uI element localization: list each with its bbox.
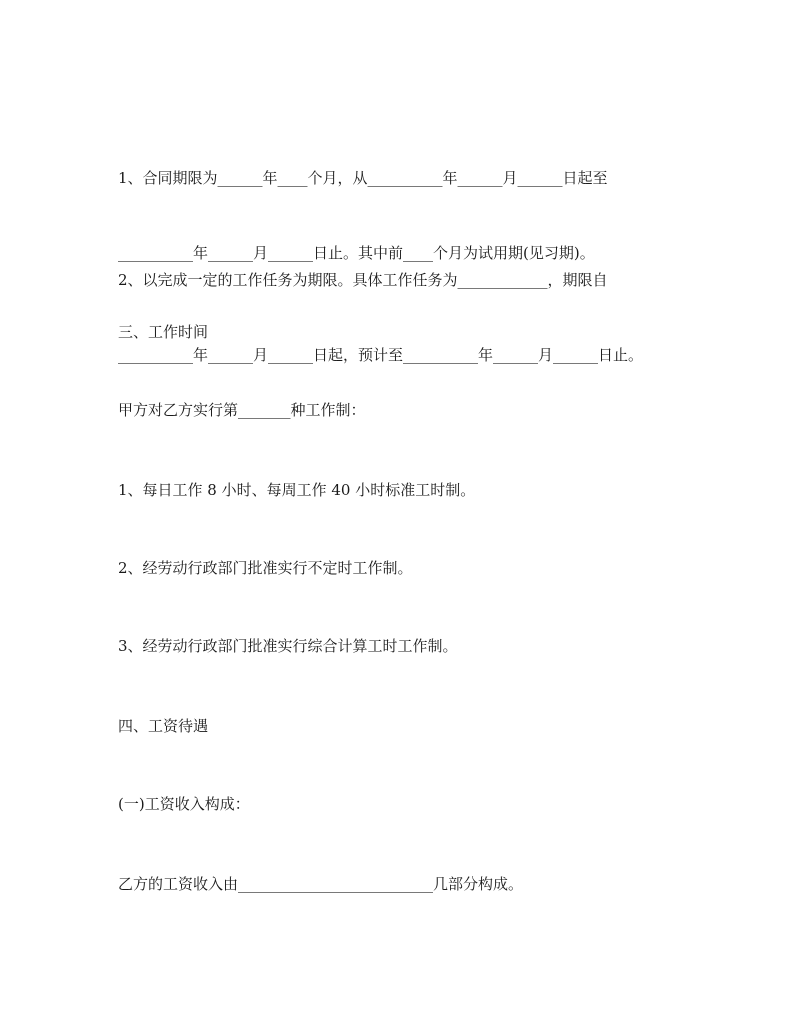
contract-term-line-2: __________年______月______日止。其中前____个月为试用期(见习期)。 bbox=[118, 244, 595, 262]
work-system-option-1: 1、每日工作 8 小时、每周工作 40 小时标准工时制。 bbox=[118, 481, 476, 499]
salary-composition: 乙方的工资收入由__________________________几部分构成。 bbox=[118, 875, 524, 893]
work-system-option-3: 3、经劳动行政部门批准实行综合计算工时工作制。 bbox=[118, 637, 458, 655]
section-heading-salary: 四、工资待遇 bbox=[118, 717, 209, 735]
salary-sub-heading: (一)工资收入构成： bbox=[118, 795, 250, 813]
work-system-option-2: 2、经劳动行政部门批准实行不定时工作制。 bbox=[118, 559, 413, 577]
section-heading-work-time: 三、工作时间 bbox=[118, 323, 209, 341]
task-term-line-1: 2、以完成一定的工作任务为期限。具体工作任务为____________，期限自 bbox=[118, 271, 608, 289]
task-term-line-2: __________年______月______日起，预计至__________年______月______日止。 bbox=[118, 346, 644, 364]
work-system-intro: 甲方对乙方实行第_______种工作制： bbox=[118, 401, 366, 419]
task-term-clause bbox=[118, 218, 698, 418]
contract-term-line-1: 1、合同期限为______年____个月，从__________年______月______日起至 bbox=[118, 169, 608, 187]
